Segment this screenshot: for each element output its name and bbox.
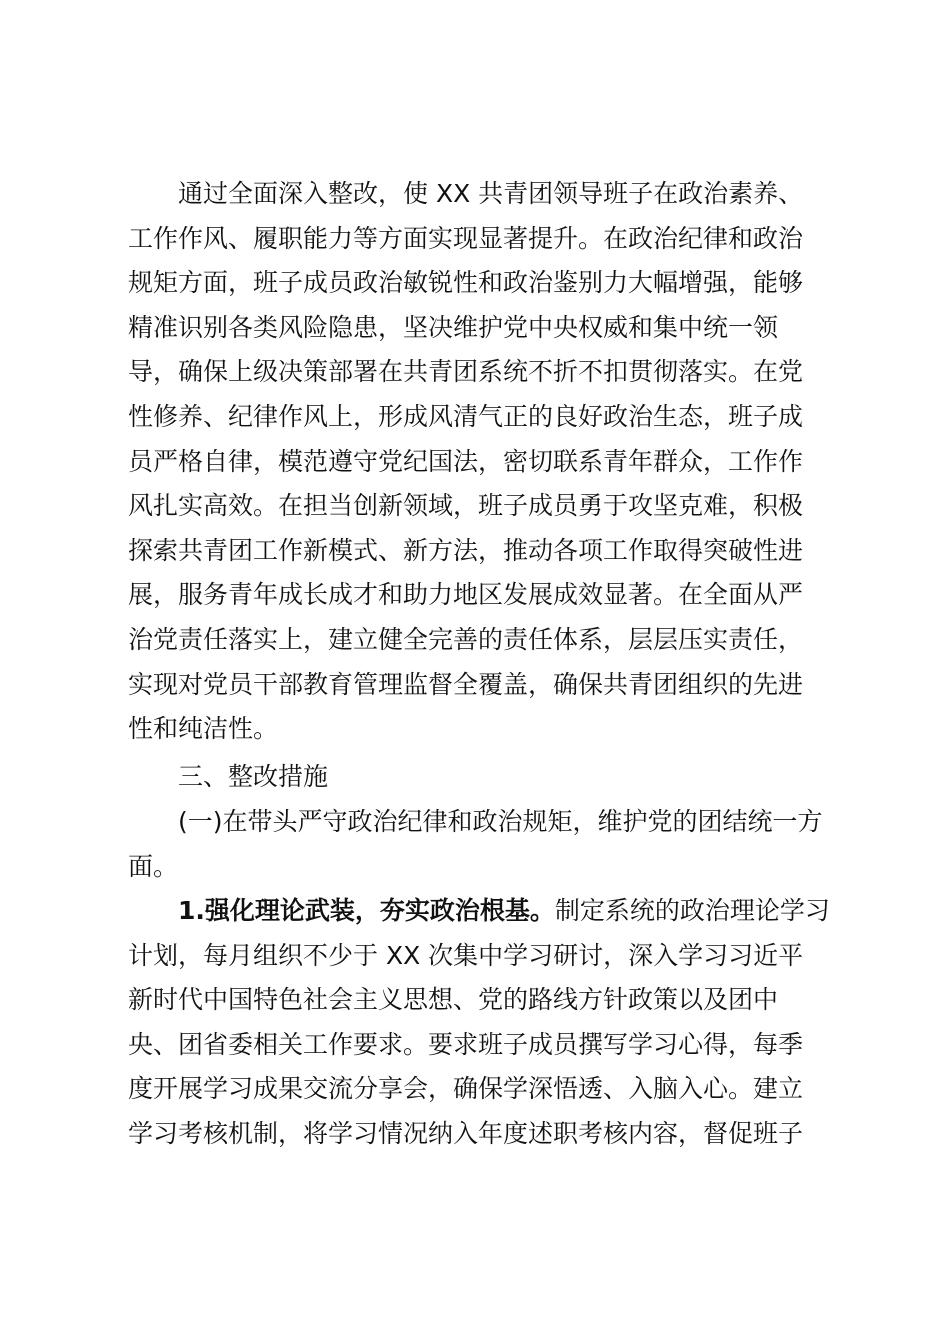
paragraph-line: 性修养、纪律作风上，形成风清气正的良好政治生态，班子成: [128, 401, 804, 431]
paragraph-line: 治党责任落实上，建立健全完善的责任体系，层层压实责任，: [128, 624, 804, 654]
paragraph-line: 规矩方面，班子成员政治敏锐性和政治鉴别力大幅增强，能够: [128, 268, 804, 298]
item-line: 学习考核机制，将学习情况纳入年度述职考核内容，督促班子: [128, 1118, 804, 1148]
subsection-line: 面。: [128, 851, 179, 881]
section-heading: [128, 755, 828, 800]
paragraph-line: 展，服务青年成长成才和助力地区发展成效显著。在全面从严: [128, 580, 804, 610]
item-first-line-rest: 制定系统的政治理论学习: [554, 896, 830, 925]
body-paragraph-outcomes: [128, 172, 828, 752]
subsection-heading: [128, 800, 828, 889]
paragraph-line: 通过全面深入整改，使 XX 共青团领导班子在政治素养、: [178, 179, 804, 208]
paragraph-line: 探索共青团工作新模式、新方法，推动各项工作取得突破性进: [128, 535, 804, 565]
paragraph-line: 性和纯洁性。: [128, 714, 279, 744]
subsection-line: (一)在带头严守政治纪律和政治规矩，维护党的团结统一方: [178, 807, 823, 836]
item-line: 计划，每月组织不少于 XX 次集中学习研讨，深入学习习近平: [128, 940, 804, 970]
section-heading-text: 三、整改措施: [178, 762, 329, 791]
item-line: 度开展学习成果交流分享会，确保学深悟透、入脑入心。建立: [128, 1074, 804, 1104]
paragraph-line: 风扎实高效。在担当创新领域，班子成员勇于攻坚克难，积极: [128, 491, 804, 521]
measure-item-1: [128, 889, 828, 1157]
item-bold-lead: 1.强化理论武装，夯实政治根基。: [178, 896, 555, 925]
paragraph-line: 工作作风、履职能力等方面实现显著提升。在政治纪律和政治: [128, 223, 804, 253]
paragraph-line: 员严格自律，模范遵守党纪国法，密切联系青年群众，工作作: [128, 446, 804, 476]
paragraph-line: 导，确保上级决策部署在共青团系统不折不扣贯彻落实。在党: [128, 357, 804, 387]
item-line: 新时代中国特色社会主义思想、党的路线方针政策以及团中: [128, 985, 779, 1015]
item-line: 央、团省委相关工作要求。要求班子成员撰写学习心得，每季: [128, 1029, 804, 1059]
paragraph-line: 精准识别各类风险隐患，坚决维护党中央权威和集中统一领: [128, 312, 779, 342]
item-first-line: [128, 889, 828, 934]
paragraph-line: 实现对党员干部教育管理监督全覆盖，确保共青团组织的先进: [128, 669, 804, 699]
